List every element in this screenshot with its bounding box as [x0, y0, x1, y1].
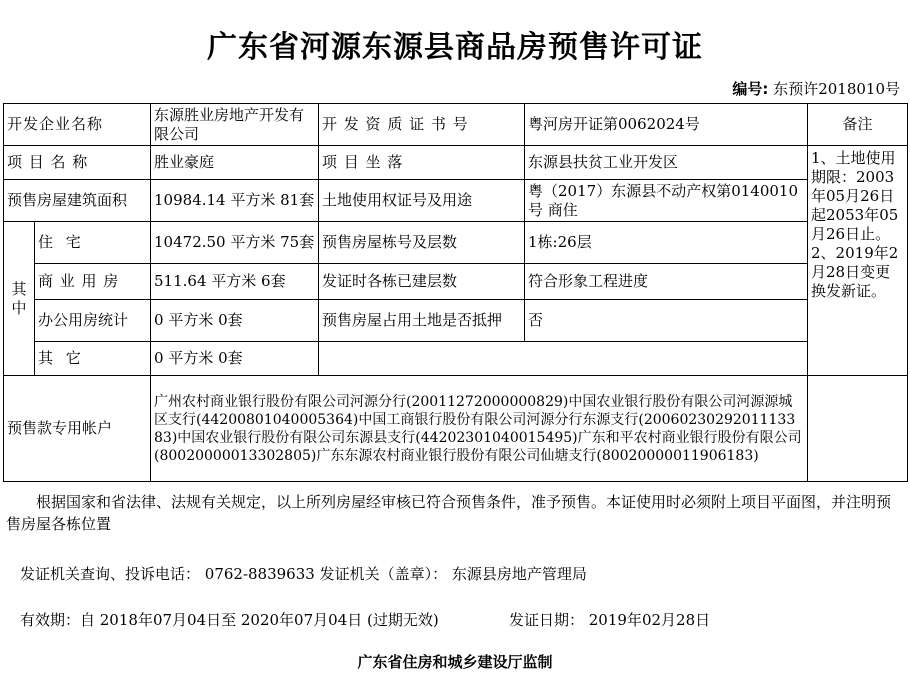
page-title: 广东省河源东源县商品房预售许可证	[207, 30, 703, 65]
permit-number	[732, 78, 900, 99]
account-value: 广州农村商业银行股份有限公司河源分行(20011272000000829)中国农业银行股份有限公司河源源城区支行(44200801040005364)中国工商银行股份有限公司河源分行东源支行(2006023029201113383)中国农业银行股份有限公司东源县支行(44202301040015495)广东和平农村商业银行股份有限公司(80020000013302805)广东东源农村商业银行股份有限公司仙塘支行(80020000011906183)	[151, 376, 808, 482]
land-label: 土地使用权证号及用途	[319, 180, 525, 222]
land-value: 粤（2017）东源县不动产权第0140010号 商住	[525, 180, 808, 222]
location-value: 东源县扶贫工业开发区	[525, 146, 808, 180]
qualification-label: 开 发 资 质 证 书 号	[319, 104, 525, 146]
building-value: 1栋:26层	[525, 222, 808, 264]
other-value: 0 平方米 0套	[151, 342, 319, 376]
built-floors-value: 符合形象工程进度	[525, 264, 808, 300]
area-value: 10984.14 平方米 81套	[151, 180, 319, 222]
project-name-label: 项 目 名 称	[4, 146, 151, 180]
built-floors-label: 发证时各栋已建层数	[319, 264, 525, 300]
developer-label: 开发企业名称	[4, 104, 151, 146]
declaration-text: 根据国家和省法律、法规有关规定，以上所列房屋经审核已符合预售条件，准予预售。本证使用时必须附上项目平面图，并注明预售房屋各栋位置	[6, 493, 892, 533]
empty-cell	[808, 376, 908, 482]
residential-label: 住 宅	[35, 222, 151, 264]
developer-value: 东源胜业房地产开发有限公司	[151, 104, 319, 146]
table-row	[4, 376, 908, 482]
remarks-label: 备注	[808, 104, 908, 146]
table-row	[4, 264, 908, 300]
contact-line: 发证机关查询、投诉电话： 0762-8839633 发证机关（盖章）： 东源县房地产管理局	[20, 565, 587, 583]
table-row	[4, 300, 908, 342]
project-name-value: 胜业豪庭	[151, 146, 319, 180]
permit-number-value: 东预许2018010号	[773, 80, 900, 98]
permit-table	[3, 103, 908, 482]
table-row	[4, 104, 908, 146]
empty-cell	[319, 342, 908, 376]
permit-number-label: 编号:	[732, 80, 769, 98]
residential-value: 10472.50 平方米 75套	[151, 222, 319, 264]
commercial-value: 511.64 平方米 6套	[151, 264, 319, 300]
account-label: 预售款专用帐户	[4, 376, 151, 482]
among-label: 其中	[4, 222, 35, 376]
issue-date: 发证日期： 2019年02月28日	[509, 611, 711, 629]
qualification-value: 粤河房开证第0062024号	[525, 104, 808, 146]
table-row	[4, 342, 908, 376]
location-label: 项 目 坐 落	[319, 146, 525, 180]
office-value: 0 平方米 0套	[151, 300, 319, 342]
validity-period: 有效期：自 2018年07月04日至 2020年07月04日 (过期无效)	[20, 611, 439, 629]
mortgage-value: 否	[525, 300, 808, 342]
office-label: 办公用房统计	[35, 300, 151, 342]
table-row	[4, 222, 908, 264]
building-label: 预售房屋栋号及层数	[319, 222, 525, 264]
area-label: 预售房屋建筑面积	[4, 180, 151, 222]
table-row	[4, 146, 908, 180]
remarks-value: 1、土地使用期限：2003年05月26日起2053年05月26日止。2、2019年2月28日变更换发新证。	[808, 146, 908, 376]
commercial-label: 商 业 用 房	[35, 264, 151, 300]
supervisor-footer: 广东省住房和城乡建设厅监制	[357, 653, 553, 671]
mortgage-label: 预售房屋占用土地是否抵押	[319, 300, 525, 342]
table-row	[4, 180, 908, 222]
other-label: 其 它	[35, 342, 151, 376]
